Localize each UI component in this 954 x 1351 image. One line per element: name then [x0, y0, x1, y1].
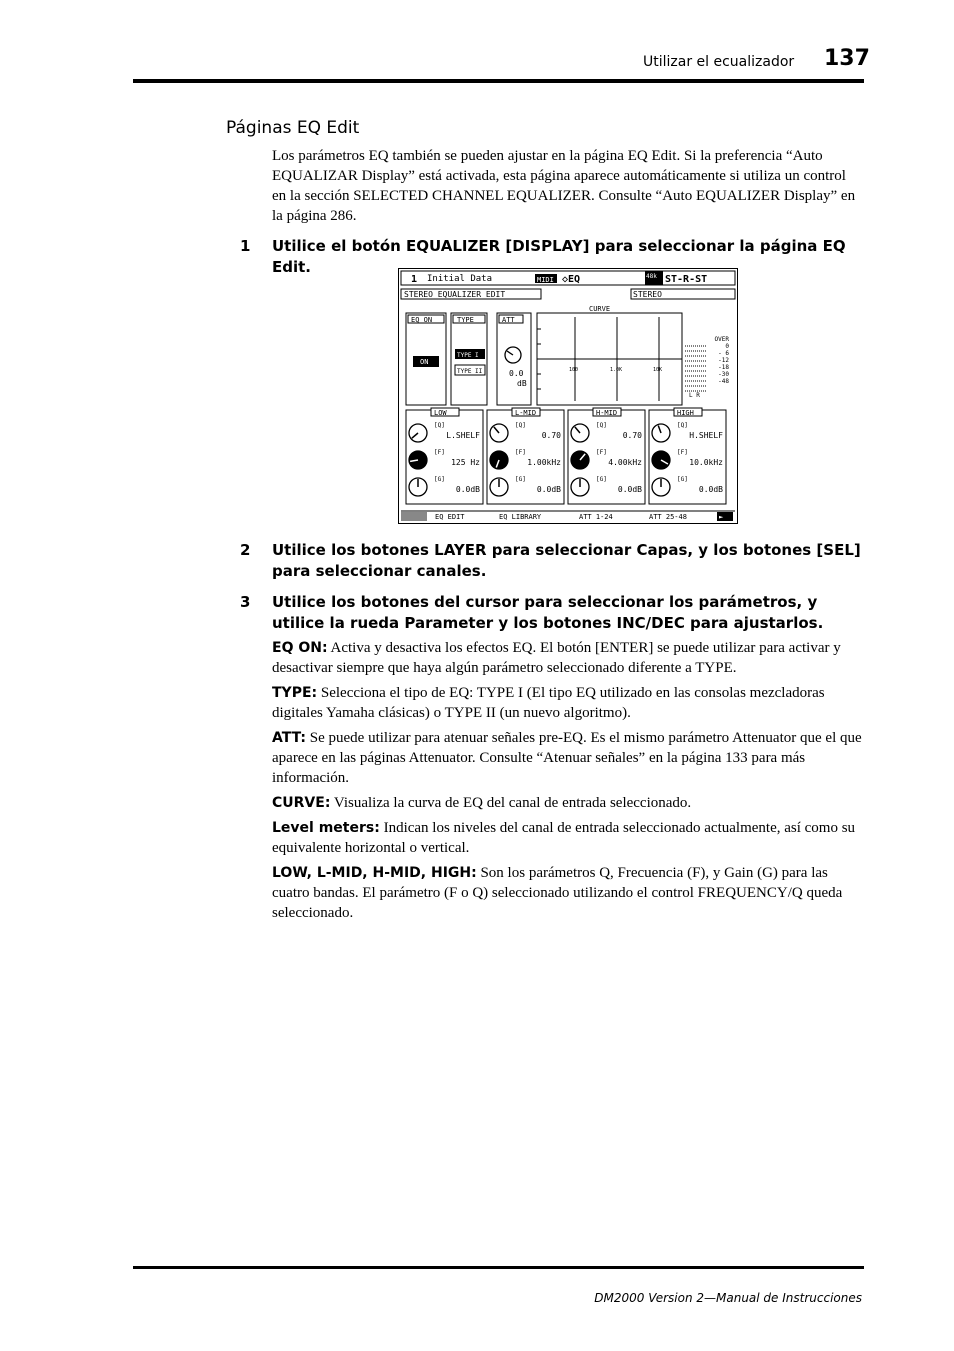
att-unit: dB: [517, 379, 527, 388]
band-f-value: 10.0kHz: [689, 458, 723, 467]
band-param-tag: [Q]: [434, 422, 445, 429]
band-g-value: 0.0dB: [698, 485, 723, 494]
band-param-tag: [Q]: [677, 422, 688, 429]
meter-scale: [715, 336, 730, 385]
svg-text:-30: -30: [718, 371, 729, 378]
param-level-meters: Level meters: Indican los niveles del canal de entrada seleccionado actualmente, así como su equivalente horizontal o vertical.: [272, 820, 856, 856]
svg-text:-48: -48: [718, 378, 729, 385]
band-g-value: 0.0dB: [617, 485, 642, 494]
att-label: ATT: [502, 316, 515, 324]
svg-text:-18: -18: [718, 364, 729, 371]
tab-eq-edit: EQ EDIT: [435, 513, 465, 521]
band-param-tag: [G]: [434, 476, 445, 483]
curve-tick-10k: 10K: [653, 367, 663, 373]
step-3-number: 3: [240, 593, 251, 611]
step-2-number: 2: [240, 541, 251, 559]
band-f-value: 4.00kHz: [608, 458, 642, 467]
channel-name: ST-R-ST: [665, 274, 708, 285]
band-param-tag: [G]: [596, 476, 607, 483]
step-2-text: Utilice los botones LAYER para seleccionar Capas, y los botones [SEL] para seleccionar canales.: [272, 541, 861, 580]
band-l-mid: [487, 408, 564, 504]
scene-name: Initial Data: [427, 274, 493, 284]
pair-label: STEREO: [633, 290, 662, 299]
svg-text:-12: -12: [718, 357, 729, 364]
band-g-value: 0.0dB: [455, 485, 480, 494]
band-low: [406, 408, 483, 504]
svg-text:0: 0: [725, 343, 729, 350]
band-param-tag: [F]: [596, 449, 607, 456]
param-curve: CURVE: Visualiza la curva de EQ del canal de entrada seleccionado.: [272, 795, 692, 811]
band-high: [649, 408, 726, 504]
curve-tick-100: 100: [569, 367, 579, 373]
band-g-value: 0.0dB: [536, 485, 561, 494]
section-title: Páginas EQ Edit: [226, 118, 360, 138]
band-q-value: 0.70: [541, 431, 561, 440]
curve-tick-1k: 1.0K: [610, 367, 623, 373]
page-indicator: ◇EQ: [562, 274, 581, 285]
band-param-tag: [G]: [515, 476, 526, 483]
band-name: LOW: [434, 409, 447, 417]
param-bands: LOW, L-MID, H-MID, HIGH: Son los parámetros Q, Frecuencia (F), y Gain (G) para las cuatro bandas. El parámetro (F o Q) seleccionado utilizando el control FREQUENCY/Q queda seleccionado.: [272, 865, 843, 921]
band-q-value: H.SHELF: [689, 431, 723, 440]
band-param-tag: [F]: [677, 449, 688, 456]
eq-on-label: EQ ON: [411, 316, 433, 324]
param-att: ATT: Se puede utilizar para atenuar señales pre-EQ. Es el mismo parámetro Attenuator que el que aparece en las páginas Attenuator. Consulte “Atenuar señales” en la página 133 para más información.: [272, 730, 862, 786]
midi-indicator: MIDI: [537, 276, 554, 284]
band-f-value: 125 Hz: [451, 458, 480, 467]
running-header: Utilizar el ecualizador: [643, 54, 795, 70]
header-rule: [133, 79, 864, 83]
svg-text:►: ►: [719, 513, 724, 521]
band-param-tag: [F]: [434, 449, 445, 456]
band-q-value: 0.70: [622, 431, 642, 440]
band-q-value: L.SHELF: [446, 431, 480, 440]
band-h-mid: [568, 408, 645, 504]
type-i-option: TYPE I: [457, 352, 479, 359]
step-3-text: Utilice los botones del cursor para seleccionar los parámetros, y utilice la rueda Parameter y los botones INC/DEC para ajustarlos.: [272, 593, 824, 632]
tab-att-1-24: ATT 1-24: [579, 513, 613, 521]
band-name: HIGH: [677, 409, 694, 417]
page-number: 137: [824, 46, 870, 71]
eq-on-value: ON: [420, 358, 429, 366]
curve-label: CURVE: [589, 305, 611, 313]
svg-text:- 6: - 6: [718, 350, 729, 357]
type-label: TYPE: [457, 316, 474, 324]
footer-text: DM2000 Version 2—Manual de Instrucciones: [594, 1291, 862, 1305]
param-eq-on: EQ ON: Activa y desactiva los efectos EQ. El botón [ENTER] se puede utilizar para activar y desactivar siempre que haya algún parámetro seleccionado diferente a TYPE.: [272, 640, 841, 676]
band-param-tag: [Q]: [515, 422, 526, 429]
step-1-number: 1: [240, 237, 251, 255]
fs-indicator: 48k: [646, 273, 657, 280]
att-value: 0.0: [509, 369, 524, 378]
intro-paragraph: Los parámetros EQ también se pueden ajustar en la página EQ Edit. Si la preferencia “Auto EQUALIZAR Display” está activada, esta página aparece automáticamente si utiliza un control en la sección SELECTED CHANNEL EQUALIZER. Consulte “Auto EQUALIZER Display” en la página 286.: [272, 148, 856, 224]
step-1-text: Utilice el botón EQUALIZER [DISPLAY] para seleccionar la página EQ Edit.: [272, 237, 846, 276]
band-name: L-MID: [515, 409, 537, 417]
svg-text:OVER: OVER: [714, 336, 729, 343]
meter-lr: L R: [689, 392, 700, 399]
screen-title: STEREO EQUALIZER EDIT: [404, 290, 506, 299]
scene-number: 1: [411, 274, 418, 285]
footer-rule: [133, 1266, 864, 1269]
param-type: TYPE: Selecciona el tipo de EQ: TYPE I (El tipo EQ utilizado en las consolas mezcladoras digitales Yamaha clásicas) o TYPE II (un nuevo algoritmo).: [272, 685, 825, 721]
band-param-tag: [G]: [677, 476, 688, 483]
tab-eq-library: EQ LIBRARY: [499, 513, 542, 521]
band-f-value: 1.00kHz: [527, 458, 561, 467]
tab-att-25-48: ATT 25-48: [649, 513, 687, 521]
eq-edit-screen-drawing: [399, 269, 737, 523]
band-param-tag: [Q]: [596, 422, 607, 429]
type-ii-option: TYPE II: [457, 368, 483, 375]
band-name: H-MID: [596, 409, 618, 417]
band-param-tag: [F]: [515, 449, 526, 456]
eq-edit-screen: [398, 268, 738, 524]
